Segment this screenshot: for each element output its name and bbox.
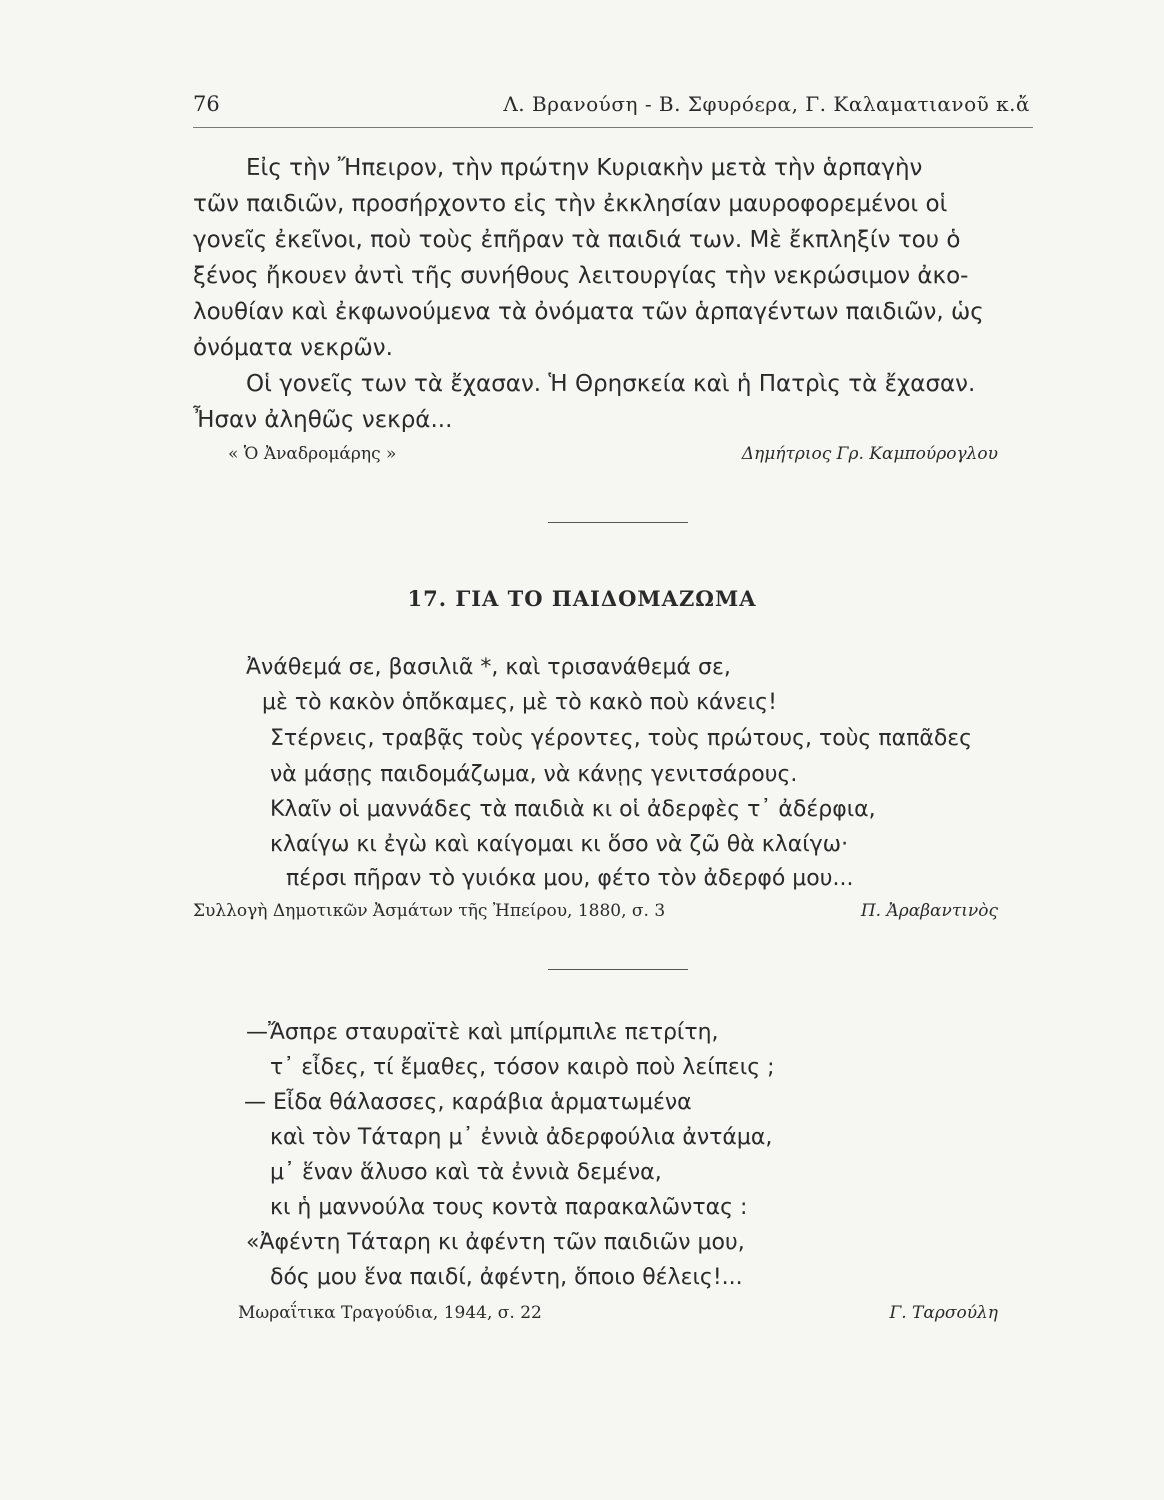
page-number: 76 bbox=[193, 92, 220, 116]
passage1-source: « Ὁ Ἀναδρομάρης » bbox=[228, 444, 397, 464]
poem2-line-4: καὶ τὸν Τάταρη μ᾽ ἐννιὰ ἀδερφούλια ἀντάμα, bbox=[270, 1125, 773, 1150]
poem2-source: Μωραΐτικα Τραγούδια, 1944, σ. 22 bbox=[238, 1303, 542, 1323]
poem2-line-2: τ᾽ εἶδες, τί ἔμαθες, τόσον καιρὸ ποὺ λείπεις ; bbox=[270, 1055, 775, 1080]
poem1-line-7: πέρσι πῆραν τὸ γυιόκα μου, φέτο τὸν ἀδερφό μου... bbox=[286, 866, 854, 891]
poem2-line-3: — Εἶδα θάλασσες, καράβια ἁρματωμένα bbox=[244, 1090, 692, 1115]
poem1-line-4: νὰ μάσῃς παιδομάζωμα, νὰ κάνῃς γενιτσάρους. bbox=[270, 762, 798, 787]
passage1-line-3: γονεῖς ἐκεῖνοι, ποὺ τοὺς ἐπῆραν τὰ παιδιά των. Μὲ ἔκπληξίν του ὁ bbox=[193, 227, 961, 253]
header-rule bbox=[193, 127, 1033, 128]
poem2-line-8: δός μου ἕνα παιδί, ἀφέντη, ὅποιο θέλεις!... bbox=[270, 1265, 743, 1290]
poem1-author: Π. Ἀραβαντινὸς bbox=[860, 901, 998, 921]
poem2-line-6: κι ἡ μαννούλα τους κοντὰ παρακαλῶντας : bbox=[270, 1195, 748, 1220]
section-title: 17. ΓΙΑ ΤΟ ΠΑΙΔΟΜΑΖΩΜΑ bbox=[407, 586, 757, 611]
separator-1 bbox=[548, 522, 688, 523]
separator-2 bbox=[548, 969, 688, 970]
passage1-line-8: Ἦσαν ἀληθῶς νεκρά... bbox=[193, 407, 453, 433]
poem1-line-1: Ἀνάθεμά σε, βασιλιᾶ *, καὶ τρισανάθεμά σε, bbox=[246, 655, 731, 680]
poem2-line-1: —Ἄσπρε σταυραϊτὲ καὶ μπίρμπιλε πετρίτη, bbox=[246, 1020, 719, 1045]
poem2-line-7: «Ἀφέντη Τάταρη κι ἀφέντη τῶν παιδιῶν μου, bbox=[246, 1230, 745, 1255]
poem1-line-5: Κλαῖν οἱ μαννάδες τὰ παιδιὰ κι οἱ ἀδερφὲς τ᾽ ἀδέρφια, bbox=[270, 797, 876, 822]
poem1-source: Συλλογὴ Δημοτικῶν Ἀσμάτων τῆς Ἠπείρου, 1880, σ. 3 bbox=[193, 901, 666, 921]
poem1-line-2: μὲ τὸ κακὸν ὁπὄκαμες, μὲ τὸ κακὸ ποὺ κάνεις! bbox=[262, 690, 777, 715]
passage1-line-5: λουθίαν καὶ ἐκφωνούμενα τὰ ὀνόματα τῶν ἁρπαγέντων παιδιῶν, ὡς bbox=[193, 299, 984, 325]
passage1-line-7: Οἱ γονεῖς των τὰ ἔχασαν. Ἡ Θρησκεία καὶ ἡ Πατρὶς τὰ ἔχασαν. bbox=[246, 371, 976, 397]
passage1-line-1: Εἰς τὴν Ἤπειρον, τὴν πρώτην Κυριακὴν μετὰ τὴν ἁρπαγὴν bbox=[246, 155, 923, 181]
poem2-line-5: μ᾽ ἕναν ἅλυσο καὶ τὰ ἐννιὰ δεμένα, bbox=[270, 1160, 662, 1185]
running-header-authors: Λ. Βρανούση - Β. Σφυρόερα, Γ. Καλαματιανοῦ κ.ἄ bbox=[503, 92, 1030, 116]
passage1-line-6: ὀνόματα νεκρῶν. bbox=[193, 335, 393, 361]
passage1-author: Δημήτριος Γρ. Καμπούρογλου bbox=[741, 444, 998, 464]
poem1-line-3: Στέρνεις, τραβᾷς τοὺς γέροντες, τοὺς πρώτους, τοὺς παπᾶδες bbox=[270, 726, 973, 751]
passage1-line-2: τῶν παιδιῶν, προσήρχοντο εἰς τὴν ἐκκλησίαν μαυροφορεμένοι οἱ bbox=[193, 191, 948, 217]
poem1-line-6: κλαίγω κι ἐγὼ καὶ καίγομαι κι ὅσο νὰ ζῶ θὰ κλαίγω· bbox=[270, 832, 849, 857]
poem2-author: Γ. Ταρσούλη bbox=[889, 1303, 998, 1323]
passage1-line-4: ξένος ἤκουεν ἀντὶ τῆς συνήθους λειτουργίας τὴν νεκρώσιμον ἀκο- bbox=[193, 263, 969, 289]
